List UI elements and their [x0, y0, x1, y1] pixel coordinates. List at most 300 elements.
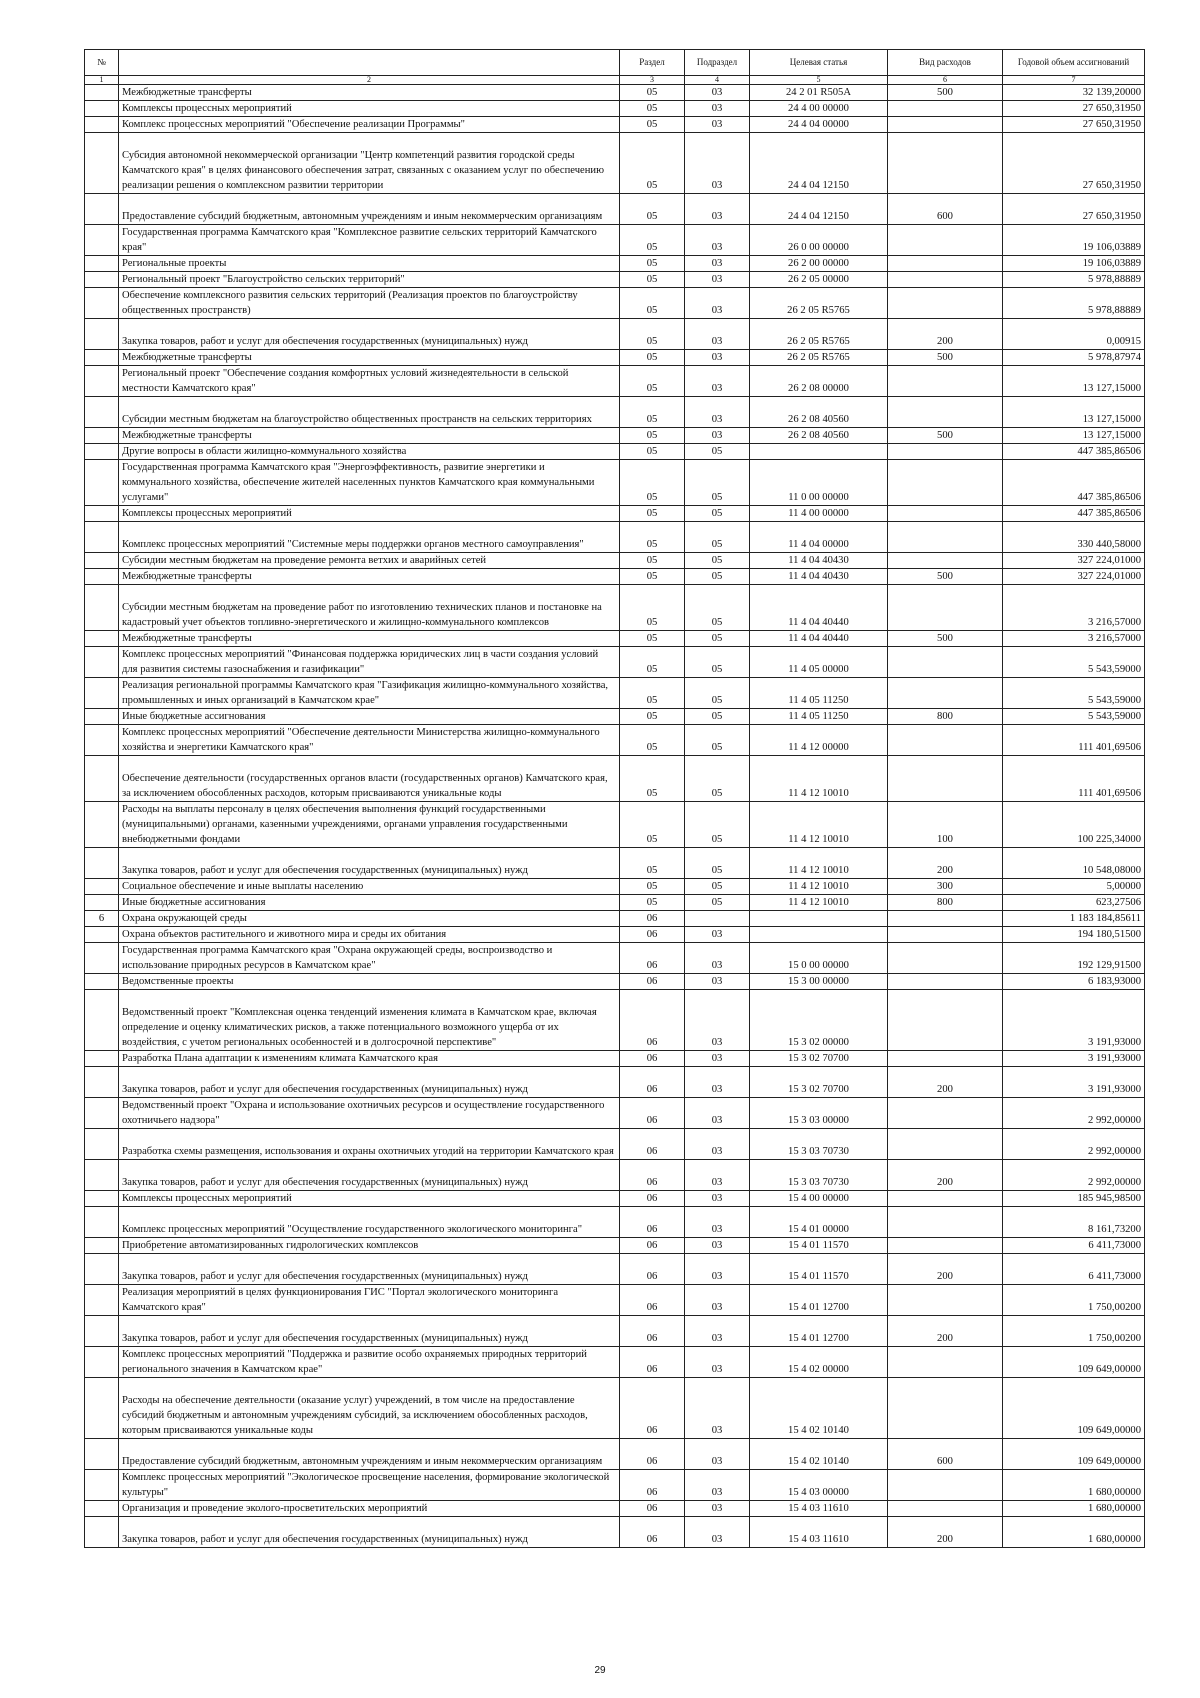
row-amount-cell: 1 680,00000: [1003, 1501, 1145, 1517]
row-target-cell: [750, 444, 888, 460]
row-amount-cell: 1 680,00000: [1003, 1470, 1145, 1501]
table-row: [85, 117, 1145, 133]
row-amount-cell: 0,00915: [1003, 319, 1145, 350]
table-row: [85, 848, 1145, 879]
row-num-cell: [85, 117, 119, 133]
row-amount-cell: 3 191,93000: [1003, 990, 1145, 1051]
row-amount-cell: 109 649,00000: [1003, 1378, 1145, 1439]
row-section-cell: 05: [620, 895, 685, 911]
header-target: Целевая статья: [750, 50, 888, 76]
row-expense-type-cell: [888, 397, 1003, 428]
row-name-cell: Закупка товаров, работ и услуг для обеспечения государственных (муниципальных) нужд: [119, 848, 620, 879]
row-subsection-cell: 03: [685, 350, 750, 366]
row-subsection-cell: 05: [685, 444, 750, 460]
row-expense-type-cell: 200: [888, 1316, 1003, 1347]
row-num-cell: [85, 1051, 119, 1067]
column-number: 5: [750, 76, 888, 85]
row-num-cell: [85, 927, 119, 943]
row-subsection-cell: 03: [685, 1238, 750, 1254]
row-amount-cell: 100 225,34000: [1003, 802, 1145, 848]
row-num-cell: [85, 1517, 119, 1548]
table-row: [85, 1347, 1145, 1378]
row-target-cell: [750, 927, 888, 943]
row-target-cell: 15 3 03 00000: [750, 1098, 888, 1129]
row-num-cell: [85, 101, 119, 117]
row-expense-type-cell: [888, 460, 1003, 506]
row-num-cell: [85, 848, 119, 879]
row-target-cell: 26 2 08 40560: [750, 397, 888, 428]
row-num-cell: [85, 397, 119, 428]
row-num-cell: [85, 1347, 119, 1378]
row-amount-cell: 1 183 184,85611: [1003, 911, 1145, 927]
table-row: [85, 1191, 1145, 1207]
row-subsection-cell: 03: [685, 1501, 750, 1517]
row-name-cell: Комплекс процессных мероприятий "Обеспечение реализации Программы": [119, 117, 620, 133]
row-section-cell: 06: [620, 943, 685, 974]
row-num-cell: [85, 85, 119, 101]
row-expense-type-cell: [888, 1378, 1003, 1439]
row-amount-cell: 5 978,87974: [1003, 350, 1145, 366]
row-expense-type-cell: [888, 974, 1003, 990]
row-num-cell: [85, 1160, 119, 1191]
table-row: [85, 1238, 1145, 1254]
table-row: [85, 678, 1145, 709]
row-expense-type-cell: [888, 1191, 1003, 1207]
row-amount-cell: 192 129,91500: [1003, 943, 1145, 974]
row-target-cell: 26 2 05 00000: [750, 272, 888, 288]
row-section-cell: 06: [620, 1051, 685, 1067]
table-row: [85, 522, 1145, 553]
table-row: [85, 1470, 1145, 1501]
row-section-cell: 06: [620, 1347, 685, 1378]
row-num-cell: [85, 678, 119, 709]
row-amount-cell: 5 543,59000: [1003, 678, 1145, 709]
row-subsection-cell: 03: [685, 366, 750, 397]
row-name-cell: Разработка схемы размещения, использования и охраны охотничьих угодий на территории Камчатского края: [119, 1129, 620, 1160]
row-target-cell: 26 2 05 R5765: [750, 319, 888, 350]
row-expense-type-cell: [888, 133, 1003, 194]
header-num: №: [85, 50, 119, 76]
row-subsection-cell: 05: [685, 725, 750, 756]
row-name-cell: Иные бюджетные ассигнования: [119, 709, 620, 725]
row-target-cell: 11 4 12 10010: [750, 802, 888, 848]
row-amount-cell: 2 992,00000: [1003, 1098, 1145, 1129]
row-subsection-cell: 03: [685, 974, 750, 990]
row-subsection-cell: 05: [685, 879, 750, 895]
row-amount-cell: 27 650,31950: [1003, 194, 1145, 225]
row-section-cell: 06: [620, 1254, 685, 1285]
column-number-row: [85, 76, 1145, 85]
column-number: 1: [85, 76, 119, 85]
row-num-cell: [85, 350, 119, 366]
row-section-cell: 05: [620, 397, 685, 428]
row-section-cell: 06: [620, 1191, 685, 1207]
row-expense-type-cell: [888, 366, 1003, 397]
row-name-cell: Ведомственные проекты: [119, 974, 620, 990]
row-num-cell: [85, 553, 119, 569]
row-name-cell: Реализация мероприятий в целях функционирования ГИС "Портал экологического мониторинга Камчатского края": [119, 1285, 620, 1316]
row-section-cell: 06: [620, 1285, 685, 1316]
row-num-cell: [85, 1207, 119, 1238]
row-num-cell: [85, 194, 119, 225]
row-section-cell: 05: [620, 506, 685, 522]
row-amount-cell: 111 401,69506: [1003, 725, 1145, 756]
row-amount-cell: 447 385,86506: [1003, 460, 1145, 506]
row-expense-type-cell: [888, 225, 1003, 256]
row-section-cell: 06: [620, 1129, 685, 1160]
row-target-cell: 15 3 03 70730: [750, 1129, 888, 1160]
row-amount-cell: 3 191,93000: [1003, 1051, 1145, 1067]
row-subsection-cell: 03: [685, 225, 750, 256]
row-section-cell: 06: [620, 911, 685, 927]
row-expense-type-cell: 500: [888, 569, 1003, 585]
row-subsection-cell: 03: [685, 1051, 750, 1067]
row-expense-type-cell: [888, 1470, 1003, 1501]
row-name-cell: Предоставление субсидий бюджетным, автономным учреждениям и иным некоммерческим организациям: [119, 194, 620, 225]
budget-table-sheet: [84, 49, 1144, 1548]
table-row: [85, 943, 1145, 974]
table-row: [85, 553, 1145, 569]
row-expense-type-cell: 200: [888, 848, 1003, 879]
row-subsection-cell: 05: [685, 506, 750, 522]
table-row: [85, 879, 1145, 895]
row-section-cell: 06: [620, 1207, 685, 1238]
row-section-cell: 05: [620, 366, 685, 397]
row-name-cell: Закупка товаров, работ и услуг для обеспечения государственных (муниципальных) нужд: [119, 319, 620, 350]
table-header-row: [85, 50, 1145, 76]
row-subsection-cell: 03: [685, 1517, 750, 1548]
row-expense-type-cell: [888, 444, 1003, 460]
row-amount-cell: 3 191,93000: [1003, 1067, 1145, 1098]
table-row: [85, 585, 1145, 631]
table-row: [85, 194, 1145, 225]
row-num-cell: [85, 225, 119, 256]
row-name-cell: Обеспечение деятельности (государственных органов власти (государственных органов) Камчатского края, за исключением обособленных расходов, которым присваиваются уникальные коды: [119, 756, 620, 802]
row-num-cell: [85, 943, 119, 974]
row-expense-type-cell: 600: [888, 1439, 1003, 1470]
row-target-cell: 11 0 00 00000: [750, 460, 888, 506]
table-row: [85, 1098, 1145, 1129]
row-target-cell: 24 4 04 12150: [750, 194, 888, 225]
row-subsection-cell: 03: [685, 85, 750, 101]
row-target-cell: 26 2 05 R5765: [750, 288, 888, 319]
row-subsection-cell: 03: [685, 319, 750, 350]
row-subsection-cell: 05: [685, 631, 750, 647]
row-num-cell: [85, 319, 119, 350]
row-amount-cell: 27 650,31950: [1003, 133, 1145, 194]
row-expense-type-cell: 800: [888, 709, 1003, 725]
row-name-cell: Закупка товаров, работ и услуг для обеспечения государственных (муниципальных) нужд: [119, 1517, 620, 1548]
row-name-cell: Межбюджетные трансферты: [119, 428, 620, 444]
row-target-cell: 26 2 08 40560: [750, 428, 888, 444]
row-name-cell: Закупка товаров, работ и услуг для обеспечения государственных (муниципальных) нужд: [119, 1254, 620, 1285]
row-expense-type-cell: 500: [888, 350, 1003, 366]
row-amount-cell: 447 385,86506: [1003, 506, 1145, 522]
table-row: [85, 85, 1145, 101]
row-name-cell: Приобретение автоматизированных гидрологических комплексов: [119, 1238, 620, 1254]
row-section-cell: 06: [620, 1470, 685, 1501]
row-section-cell: 06: [620, 1501, 685, 1517]
row-amount-cell: 3 216,57000: [1003, 585, 1145, 631]
row-target-cell: 26 2 08 00000: [750, 366, 888, 397]
row-expense-type-cell: 500: [888, 631, 1003, 647]
table-row: [85, 101, 1145, 117]
row-expense-type-cell: 600: [888, 194, 1003, 225]
row-name-cell: Комплексы процессных мероприятий: [119, 101, 620, 117]
row-subsection-cell: 03: [685, 256, 750, 272]
row-target-cell: 11 4 12 10010: [750, 879, 888, 895]
row-subsection-cell: 03: [685, 1378, 750, 1439]
row-name-cell: Реализация региональной программы Камчатского края "Газификация жилищно-коммунального хозяйства, промышленных и иных организаций в Камчатском крае": [119, 678, 620, 709]
row-expense-type-cell: [888, 1501, 1003, 1517]
table-row: [85, 911, 1145, 927]
row-subsection-cell: 03: [685, 1285, 750, 1316]
row-name-cell: Государственная программа Камчатского края "Охрана окружающей среды, воспроизводство и использование природных ресурсов в Камчатском крае": [119, 943, 620, 974]
row-section-cell: 05: [620, 85, 685, 101]
row-expense-type-cell: [888, 553, 1003, 569]
row-section-cell: 05: [620, 460, 685, 506]
row-section-cell: 05: [620, 256, 685, 272]
row-expense-type-cell: [888, 943, 1003, 974]
row-name-cell: Расходы на обеспечение деятельности (оказание услуг) учреждений, в том числе на предоставление субсидий бюджетным и автономным учреждениям субсидий, за исключением обособленных расходов, которым присваиваются уникальные коды: [119, 1378, 620, 1439]
column-number: 3: [620, 76, 685, 85]
row-num-cell: [85, 1098, 119, 1129]
page-number: 29: [594, 1665, 606, 1676]
row-expense-type-cell: [888, 506, 1003, 522]
row-num-cell: [85, 1378, 119, 1439]
table-row: [85, 647, 1145, 678]
row-name-cell: Межбюджетные трансферты: [119, 631, 620, 647]
table-row: [85, 272, 1145, 288]
row-subsection-cell: 03: [685, 943, 750, 974]
row-num-cell: [85, 1285, 119, 1316]
row-num-cell: [85, 460, 119, 506]
table-row: [85, 506, 1145, 522]
row-subsection-cell: 03: [685, 1191, 750, 1207]
row-section-cell: 06: [620, 1316, 685, 1347]
column-number: 2: [119, 76, 620, 85]
row-target-cell: 15 4 03 11610: [750, 1501, 888, 1517]
row-expense-type-cell: [888, 256, 1003, 272]
row-name-cell: Иные бюджетные ассигнования: [119, 895, 620, 911]
row-target-cell: 11 4 12 00000: [750, 725, 888, 756]
table-row: [85, 1501, 1145, 1517]
row-amount-cell: 111 401,69506: [1003, 756, 1145, 802]
table-row: [85, 350, 1145, 366]
row-subsection-cell: 05: [685, 756, 750, 802]
row-section-cell: 05: [620, 225, 685, 256]
row-subsection-cell: 03: [685, 1067, 750, 1098]
row-subsection-cell: 03: [685, 428, 750, 444]
column-number: 4: [685, 76, 750, 85]
row-section-cell: 05: [620, 288, 685, 319]
row-name-cell: Ведомственный проект "Комплексная оценка тенденций изменения климата в Камчатском крае, включая определение и оценку климатических рисков, а также потенциального возможного ущерба от их воздействия, с учетом региональных особенностей и в долгосрочной перспективе": [119, 990, 620, 1051]
row-section-cell: 05: [620, 522, 685, 553]
row-target-cell: 15 4 02 00000: [750, 1347, 888, 1378]
row-expense-type-cell: 200: [888, 1517, 1003, 1548]
row-target-cell: 26 0 00 00000: [750, 225, 888, 256]
row-expense-type-cell: [888, 927, 1003, 943]
row-name-cell: Межбюджетные трансферты: [119, 350, 620, 366]
row-amount-cell: 8 161,73200: [1003, 1207, 1145, 1238]
row-expense-type-cell: [888, 1098, 1003, 1129]
row-subsection-cell: 03: [685, 990, 750, 1051]
row-num-cell: [85, 444, 119, 460]
row-num-cell: [85, 1316, 119, 1347]
row-subsection-cell: [685, 911, 750, 927]
row-subsection-cell: 03: [685, 1316, 750, 1347]
row-section-cell: 05: [620, 678, 685, 709]
row-target-cell: 15 4 01 00000: [750, 1207, 888, 1238]
row-num-cell: [85, 990, 119, 1051]
row-amount-cell: 27 650,31950: [1003, 101, 1145, 117]
table-row: [85, 225, 1145, 256]
row-target-cell: 15 4 01 12700: [750, 1316, 888, 1347]
row-target-cell: 15 4 02 10140: [750, 1378, 888, 1439]
row-expense-type-cell: [888, 756, 1003, 802]
row-target-cell: 11 4 05 00000: [750, 647, 888, 678]
row-section-cell: 05: [620, 647, 685, 678]
row-expense-type-cell: 300: [888, 879, 1003, 895]
row-amount-cell: 27 650,31950: [1003, 117, 1145, 133]
row-expense-type-cell: 500: [888, 428, 1003, 444]
row-amount-cell: 13 127,15000: [1003, 366, 1145, 397]
row-target-cell: 15 0 00 00000: [750, 943, 888, 974]
row-target-cell: 24 4 04 12150: [750, 133, 888, 194]
row-amount-cell: 623,27506: [1003, 895, 1145, 911]
row-subsection-cell: 03: [685, 133, 750, 194]
row-subsection-cell: 03: [685, 1160, 750, 1191]
row-target-cell: 15 4 03 00000: [750, 1470, 888, 1501]
row-name-cell: Комплекс процессных мероприятий "Системные меры поддержки органов местного самоуправления": [119, 522, 620, 553]
row-expense-type-cell: [888, 1347, 1003, 1378]
row-amount-cell: 6 411,73000: [1003, 1238, 1145, 1254]
row-amount-cell: 327 224,01000: [1003, 553, 1145, 569]
row-subsection-cell: 05: [685, 569, 750, 585]
row-subsection-cell: 05: [685, 585, 750, 631]
row-name-cell: Региональный проект "Благоустройство сельских территорий": [119, 272, 620, 288]
row-target-cell: 11 4 00 00000: [750, 506, 888, 522]
table-row: [85, 1316, 1145, 1347]
table-row: [85, 895, 1145, 911]
row-name-cell: Комплекс процессных мероприятий "Поддержка и развитие особо охраняемых природных территорий регионального значения в Камчатском крае": [119, 1347, 620, 1378]
row-amount-cell: 6 411,73000: [1003, 1254, 1145, 1285]
row-section-cell: 05: [620, 428, 685, 444]
row-amount-cell: 19 106,03889: [1003, 256, 1145, 272]
row-target-cell: 11 4 04 40440: [750, 631, 888, 647]
budget-table: [84, 49, 1145, 1548]
table-row: [85, 725, 1145, 756]
row-section-cell: 05: [620, 117, 685, 133]
table-row: [85, 1285, 1145, 1316]
table-row: [85, 460, 1145, 506]
row-section-cell: 05: [620, 879, 685, 895]
row-subsection-cell: 03: [685, 927, 750, 943]
table-row: [85, 927, 1145, 943]
row-amount-cell: 5 978,88889: [1003, 272, 1145, 288]
row-subsection-cell: 03: [685, 117, 750, 133]
table-row: [85, 709, 1145, 725]
row-subsection-cell: 05: [685, 647, 750, 678]
row-amount-cell: 194 180,51500: [1003, 927, 1145, 943]
row-section-cell: 06: [620, 1378, 685, 1439]
row-amount-cell: 10 548,08000: [1003, 848, 1145, 879]
row-target-cell: 24 4 04 00000: [750, 117, 888, 133]
row-expense-type-cell: [888, 272, 1003, 288]
row-amount-cell: 109 649,00000: [1003, 1347, 1145, 1378]
table-row: [85, 1517, 1145, 1548]
row-num-cell: [85, 1470, 119, 1501]
row-amount-cell: 447 385,86506: [1003, 444, 1145, 460]
row-subsection-cell: 05: [685, 802, 750, 848]
row-expense-type-cell: 800: [888, 895, 1003, 911]
row-expense-type-cell: [888, 1051, 1003, 1067]
row-target-cell: 26 2 05 R5765: [750, 350, 888, 366]
row-expense-type-cell: [888, 911, 1003, 927]
row-name-cell: Организация и проведение эколого-просветительских мероприятий: [119, 1501, 620, 1517]
row-num-cell: [85, 506, 119, 522]
row-num-cell: [85, 1254, 119, 1285]
row-expense-type-cell: [888, 990, 1003, 1051]
row-name-cell: Комплекс процессных мероприятий "Осуществление государственного экологического мониторинга": [119, 1207, 620, 1238]
row-subsection-cell: 03: [685, 397, 750, 428]
table-row: [85, 397, 1145, 428]
row-name-cell: Региональный проект "Обеспечение создания комфортных условий жизнедеятельности в сельской местности Камчатского края": [119, 366, 620, 397]
row-target-cell: 11 4 12 10010: [750, 848, 888, 879]
row-num-cell: [85, 1439, 119, 1470]
row-subsection-cell: 03: [685, 272, 750, 288]
table-row: [85, 1160, 1145, 1191]
row-target-cell: 15 3 02 70700: [750, 1067, 888, 1098]
row-num-cell: [85, 1238, 119, 1254]
row-name-cell: Субсидии местным бюджетам на проведение ремонта ветхих и аварийных сетей: [119, 553, 620, 569]
row-target-cell: 11 4 05 11250: [750, 678, 888, 709]
row-target-cell: 15 4 02 10140: [750, 1439, 888, 1470]
row-amount-cell: 5,00000: [1003, 879, 1145, 895]
row-target-cell: 11 4 05 11250: [750, 709, 888, 725]
row-num-cell: [85, 631, 119, 647]
row-name-cell: Разработка Плана адаптации к изменениям климата Камчатского края: [119, 1051, 620, 1067]
row-num-cell: [85, 288, 119, 319]
row-section-cell: 06: [620, 1160, 685, 1191]
row-expense-type-cell: [888, 1207, 1003, 1238]
row-num-cell: [85, 1501, 119, 1517]
row-expense-type-cell: [888, 678, 1003, 709]
row-name-cell: Обеспечение комплексного развития сельских территорий (Реализация проектов по благоустройству общественных пространств): [119, 288, 620, 319]
row-section-cell: 05: [620, 585, 685, 631]
row-name-cell: Комплексы процессных мероприятий: [119, 1191, 620, 1207]
row-num-cell: [85, 709, 119, 725]
row-amount-cell: 1 750,00200: [1003, 1316, 1145, 1347]
row-subsection-cell: 05: [685, 522, 750, 553]
row-expense-type-cell: [888, 647, 1003, 678]
row-num-cell: [85, 647, 119, 678]
row-name-cell: Предоставление субсидий бюджетным, автономным учреждениям и иным некоммерческим организациям: [119, 1439, 620, 1470]
row-target-cell: 11 4 04 00000: [750, 522, 888, 553]
row-target-cell: 15 3 02 70700: [750, 1051, 888, 1067]
row-name-cell: Охрана объектов растительного и животного мира и среды их обитания: [119, 927, 620, 943]
header-name: [119, 50, 620, 76]
row-expense-type-cell: [888, 288, 1003, 319]
row-num-cell: [85, 802, 119, 848]
row-section-cell: 05: [620, 569, 685, 585]
table-row: [85, 1051, 1145, 1067]
row-subsection-cell: 03: [685, 1439, 750, 1470]
row-subsection-cell: 03: [685, 1254, 750, 1285]
row-target-cell: 26 2 00 00000: [750, 256, 888, 272]
row-num-cell: [85, 133, 119, 194]
row-num-cell: [85, 879, 119, 895]
